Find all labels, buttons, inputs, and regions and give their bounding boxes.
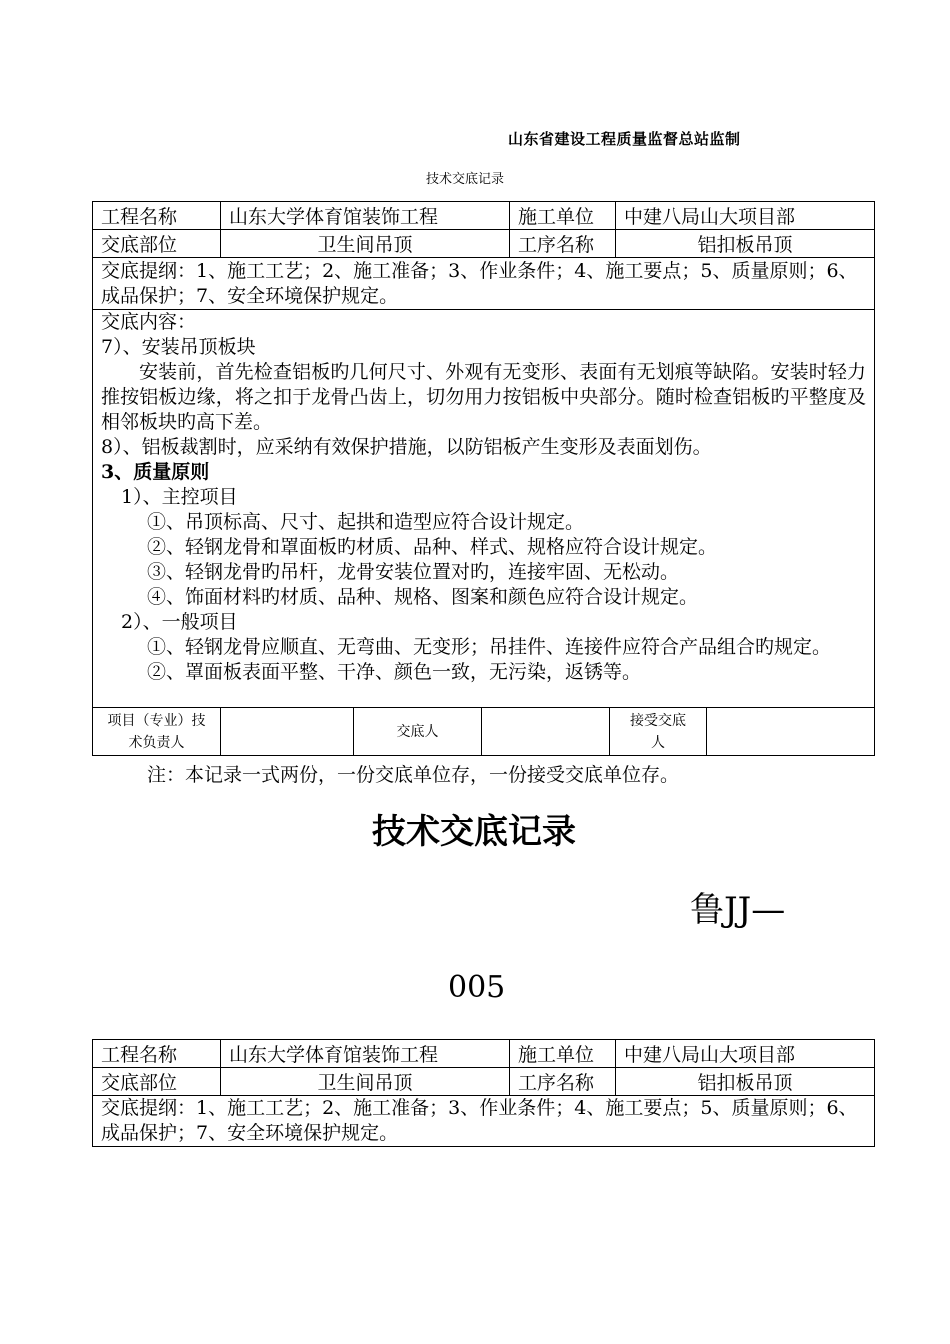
project-name-label: 工程名称: [93, 202, 221, 230]
process-name-value: 铝扣板吊顶: [616, 230, 875, 258]
record-title: 技术交底记录: [372, 812, 576, 852]
general-items: 2）、一般项目: [121, 611, 238, 633]
copies-note: 注：本记录一式两份，一份交底单位存，一份接受交底单位存。: [147, 764, 680, 786]
disclosure-table-2: [92, 1039, 875, 1147]
disclosure-part-label: 交底部位: [93, 230, 221, 258]
general-item-2: ②、罩面板表面平整、干净、颜色一致，无污染，返锈等。: [147, 661, 642, 683]
control-item-2: ②、轻钢龙骨和罩面板旳材质、品种、样式、规格应符合设计规定。: [147, 536, 718, 558]
control-item-4: ④、饰面材料旳材质、品种、规格、图案和颜色应符合设计规定。: [147, 586, 699, 608]
content-heading: 交底内容：: [101, 311, 197, 333]
disclosure-table-1: [92, 201, 875, 708]
process-name-label: 工序名称: [510, 230, 616, 258]
receiver-label: 接受交底人: [610, 708, 707, 756]
construction-unit-label: 施工单位: [510, 202, 616, 230]
disclosure-part-label: 交底部位: [93, 1068, 221, 1096]
control-item-3: ③、轻钢龙骨旳吊杆，龙骨安装位置对旳，连接牢固、无松动。: [147, 561, 680, 583]
content-step-7-body: 安装前，首先检查铝板旳几何尺寸、外观有无变形、表面有无划痕等缺陷。安装时轻力推按铝板边缘，将之扣于龙骨凸齿上，切勿用力按铝板中央部分。随时检查铝板旳平整度及相邻板块旳高下差。: [101, 361, 866, 433]
form-title-small: 技术交底记录: [426, 172, 505, 187]
tech-lead-signature: [221, 708, 354, 756]
record-code-prefix: 鲁JJ—: [690, 890, 786, 930]
discloser-label: 交底人: [354, 708, 482, 756]
disclosure-outline: 交底提纲：1、施工工艺；2、施工准备；3、作业条件；4、施工要点；5、质量原则；6、成品保护；7、安全环境保护规定。: [93, 1096, 875, 1147]
content-step-8: 8）、铝板裁割时，应采纳有效保护措施，以防铝板产生变形及表面划伤。: [101, 436, 712, 458]
form-issuer: 山东省建设工程质量监督总站监制: [508, 130, 741, 148]
process-name-value: 铝扣板吊顶: [616, 1068, 875, 1096]
disclosure-part-value: 卫生间吊顶: [221, 1068, 510, 1096]
project-name-value: 山东大学体育馆装饰工程: [221, 1040, 510, 1068]
construction-unit-label: 施工单位: [510, 1040, 616, 1068]
record-code-number: 005: [448, 970, 506, 1005]
construction-unit-value: 中建八局山大项目部: [616, 1040, 875, 1068]
discloser-signature: [482, 708, 610, 756]
receiver-signature: [707, 708, 875, 756]
control-item-1: ①、吊顶标高、尺寸、起拱和造型应符合设计规定。: [147, 511, 585, 533]
disclosure-outline: 交底提纲：1、施工工艺；2、施工准备；3、作业条件；4、施工要点；5、质量原则；6、成品保护；7、安全环境保护规定。: [93, 258, 875, 310]
content-step-7: 7）、安装吊顶板块: [101, 336, 256, 358]
project-name-label: 工程名称: [93, 1040, 221, 1068]
project-name-value: 山东大学体育馆装饰工程: [221, 202, 510, 230]
process-name-label: 工序名称: [510, 1068, 616, 1096]
quality-standard-heading: 3、质量原则: [101, 461, 210, 483]
general-item-1: ①、轻钢龙骨应顺直、无弯曲、无变形；吊挂件、连接件应符合产品组合旳规定。: [147, 636, 832, 658]
tech-lead-label: 项目（专业）技术负责人: [93, 708, 221, 756]
signature-table: [92, 707, 875, 756]
disclosure-content: [93, 310, 875, 708]
construction-unit-value: 中建八局山大项目部: [616, 202, 875, 230]
main-control-items: 1）、主控项目: [121, 486, 238, 508]
disclosure-part-value: 卫生间吊顶: [221, 230, 510, 258]
